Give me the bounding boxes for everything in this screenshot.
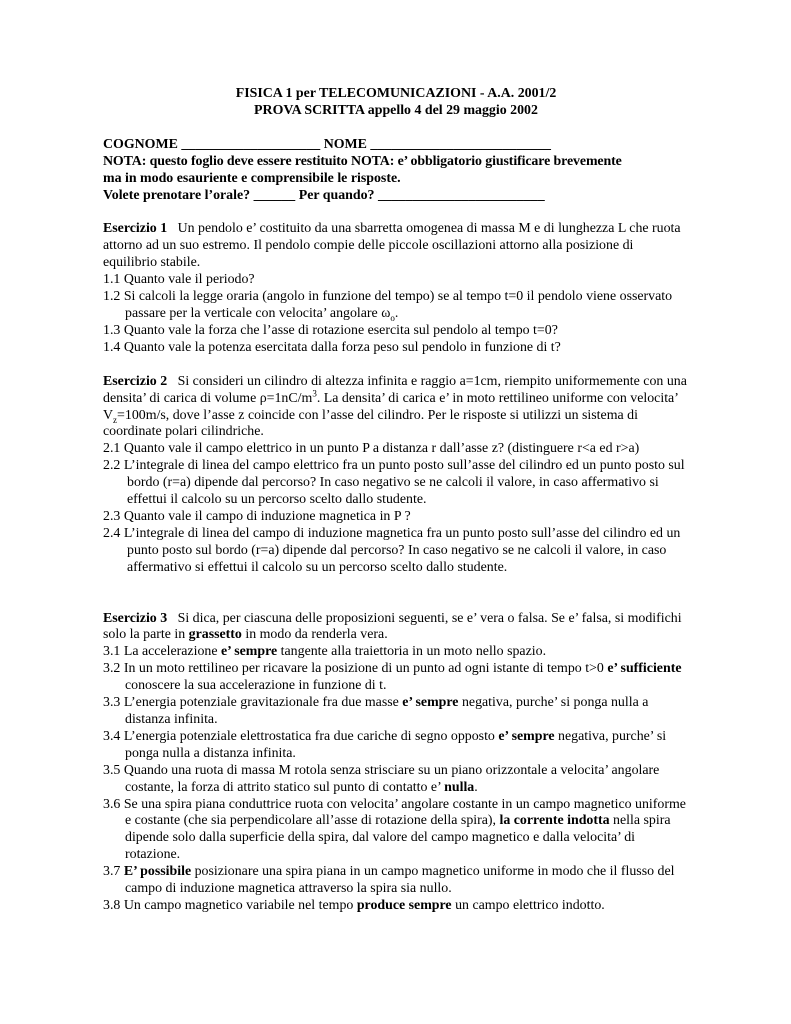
- statement-3-7: [103, 864, 689, 898]
- esercizio-1-intro: [103, 221, 689, 272]
- question-1-3: 1.3 Quanto vale la forza che l’asse di rotazione esercita sul pendolo al tempo t=0?: [103, 322, 558, 338]
- esercizio-1-label: Esercizio 1: [103, 221, 168, 237]
- statement-3-4-bold: e’ sempre: [498, 728, 555, 744]
- nota-line-1: NOTA: questo foglio deve essere restituito NOTA: e’ obbligatorio giustificare brevemente: [103, 153, 622, 169]
- statement-3-8-bold: produce sempre: [356, 897, 452, 913]
- statement-3-8-a: 3.8 Un campo magnetico variabile nel tempo: [103, 897, 357, 913]
- question-1-1: 1.1 Quanto vale il periodo?: [103, 272, 255, 288]
- statement-3-4-c: negativa, purche’ si ponga nulla a distanza infinita.: [125, 728, 667, 761]
- statement-3-4: [103, 729, 689, 763]
- statement-3-1-c: tangente alla traiettoria in un moto nello spazio.: [277, 644, 547, 660]
- statement-3-3-a: 3.3 L’energia potenziale gravitazionale fra due masse: [103, 695, 403, 711]
- statement-3-7-c: posizionare una spira piana in un campo magnetico uniforme in modo che il flusso del campo di induzione magnetica attraverso la spira sia nullo.: [125, 864, 675, 897]
- esercizio-2-intro: [103, 374, 689, 442]
- statement-3-2: [103, 661, 689, 695]
- statement-3-8: [103, 898, 689, 915]
- statement-3-7-bold: E’ possibile: [123, 864, 192, 880]
- esercizio-3-intro: [103, 611, 689, 645]
- statement-3-6-bold: la corrente indotta: [499, 813, 610, 829]
- question-1-2-end: .: [394, 305, 399, 321]
- statement-3-3-c: negativa, purche’ si ponga nulla a distanza infinita.: [125, 695, 649, 727]
- esercizio-2-text-b: . La densita’ di carica e’ in moto rettilineo uniforme con velocita’ V: [103, 390, 678, 423]
- statement-3-6: [103, 797, 689, 865]
- statement-3-8-c: un campo elettrico indotto.: [451, 897, 605, 913]
- esercizio-3-label: Esercizio 3: [103, 610, 168, 626]
- question-2-2: 2.2 L’integrale di linea del campo elettrico fra un punto posto sull’asse del cilindro ed un punto posto sul bordo (r=a) dipende dal percorso? In caso negativo se ne calcoli il valore, in caso affermativo si effettui il calcolo su un percorso scelto dallo studente.: [103, 458, 685, 508]
- esercizio-1-text: Un pendolo e’ costituito da una sbarretta omogenea di massa M e di lunghezza L che ruota attorno ad un suo estremo. Il pendolo compie delle piccole oscillazioni attorno alla posizione di equilibrio stabile.: [103, 221, 681, 271]
- question-1-2-text: 1.2 Si calcoli la legge oraria (angolo in funzione del tempo) se al tempo t=0 il pendolo viene osservato passare per la verticale con velocita’ angolare ω: [103, 289, 673, 321]
- exam-subtitle: PROVA SCRITTA appello 4 del 29 maggio 2002: [254, 102, 538, 118]
- statement-3-2-c: conoscere la sua accelerazione in funzione di t.: [125, 678, 387, 694]
- exam-page: [103, 86, 689, 915]
- statement-3-4-a: 3.4 L’energia potenziale elettrostatica fra due cariche di segno opposto: [103, 728, 499, 744]
- statement-3-5-c: .: [474, 779, 478, 795]
- statement-3-1-bold: e’ sempre: [221, 644, 278, 660]
- statement-3-7-a: 3.7: [103, 864, 124, 880]
- statement-3-2-a: 3.2 In un moto rettilineo per ricavare la posizione di un punto ad ogni istante di tempo t>0: [103, 661, 608, 677]
- omega-subscript: o: [390, 312, 395, 323]
- exam-title: FISICA 1 per TELECOMUNICAZIONI - A.A. 2001/2: [235, 86, 557, 101]
- statement-3-5-a: 3.5 Quando una ruota di massa M rotola senza strisciare su un piano orizzontale a velocita’ angolare costante, la forza di attrito statico sul punto di contatto e’: [103, 762, 660, 795]
- question-2-1: 2.1 Quanto vale il campo elettrico in un punto P a distanza r dall’asse z? (distinguere r<a ed r>a): [103, 441, 640, 457]
- esercizio-2-text-a: Si consideri un cilindro di altezza infinita e raggio a=1cm, riempito uniformemente con una densita’ di carica di volume ρ=1nC/m: [103, 373, 687, 406]
- cubic-superscript: 3: [312, 387, 317, 398]
- prenotare-line: Volete prenotare l’orale? ______ Per quando? ________________________: [103, 187, 545, 203]
- grassetto-word: grassetto: [188, 627, 242, 643]
- statement-3-1-a: 3.1 La accelerazione: [103, 644, 221, 660]
- statement-3-6-c: nella spira dipende solo dalla superficie della spira, dal valore del campo magnetico e dalla velocita’ di rotazione.: [125, 813, 671, 863]
- question-1-2: [103, 289, 689, 323]
- question-2-4: 2.4 L’integrale di linea del campo di induzione magnetica fra un punto posto sull’asse del cilindro ed un punto posto sul bordo (r=a) dipende dal percorso? In caso negativo se ne calcoli il valore, in caso affermativo si effettui il calcolo su un percorso scelto dallo studente.: [103, 525, 681, 575]
- statement-3-5: [103, 763, 689, 797]
- nota-line-2: ma in modo esauriente e comprensibile le risposte.: [103, 170, 401, 186]
- statement-3-3: [103, 695, 689, 729]
- statement-3-2-bold: e’ sufficiente: [607, 661, 682, 677]
- question-1-4: 1.4 Quanto vale la potenza esercitata dalla forza peso sul pendolo in funzione di t?: [103, 339, 561, 355]
- esercizio-3-text-a: Si dica, per ciascuna delle proposizioni seguenti, se e’ vera o falsa. Se e’ falsa, si modifichi solo la parte in: [103, 610, 682, 643]
- esercizio-2-text-c: =100m/s, dove l’asse z coincide con l’asse del cilindro. Per le risposte si utilizzi un sistema di coordinate polari cilindriche.: [103, 407, 638, 440]
- esercizio-2-label: Esercizio 2: [103, 373, 168, 389]
- question-2-3: 2.3 Quanto vale il campo di induzione magnetica in P ?: [103, 508, 411, 524]
- statement-3-5-bold: nulla: [444, 779, 475, 795]
- statement-3-6-a: 3.6 Se una spira piana conduttrice ruota con velocita’ angolare costante in un campo magnetico uniforme e costante (che sia perpendicolare all’asse di rotazione della spira),: [103, 796, 686, 829]
- statement-3-1: [103, 644, 689, 661]
- cognome-nome-line: COGNOME ____________________ NOME __________________________: [103, 136, 551, 152]
- statement-3-3-bold: e’ sempre: [402, 695, 459, 711]
- z-subscript: z: [113, 414, 118, 425]
- esercizio-3-text-b: in modo da renderla vera.: [241, 627, 388, 643]
